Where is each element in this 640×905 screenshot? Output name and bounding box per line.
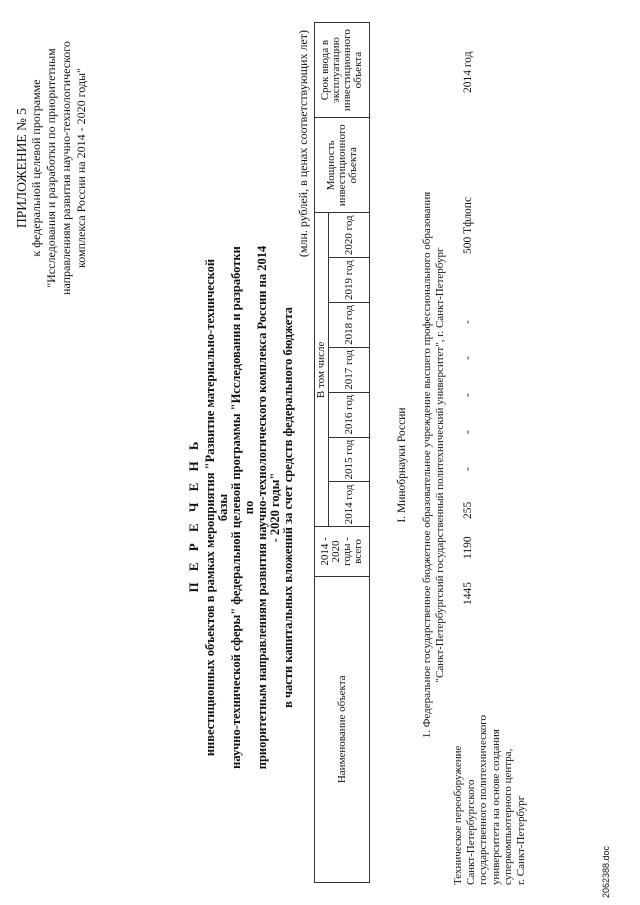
objects-table bbox=[314, 22, 370, 883]
cell-2017: - bbox=[462, 430, 474, 434]
header-year-2016: 2016 год bbox=[329, 392, 370, 437]
appendix-line-2: "Исследования и разработки по приоритетным bbox=[44, 48, 58, 288]
appendix-block bbox=[14, 23, 89, 313]
cell-2015: 255 bbox=[462, 501, 474, 519]
header-total: 2014 - 2020 годы - всего bbox=[315, 527, 370, 576]
appendix-line-3: направлениям развития научно-технологического bbox=[59, 41, 73, 295]
cell-capacity: 500 Тфлопс bbox=[462, 196, 474, 254]
heading-line-3: приоритетным направлениям развития научно-технологического комплекса России на 2014 - 2020 годы" bbox=[255, 245, 282, 770]
section-ministry: I. Минобрнауки России bbox=[396, 407, 408, 523]
federal-institution bbox=[421, 155, 447, 775]
document-title: П Е Р Е Ч Е Н Ь bbox=[186, 437, 201, 593]
appendix-number: ПРИЛОЖЕНИЕ № 5 bbox=[14, 107, 29, 229]
document-heading bbox=[204, 245, 295, 770]
object-name-line-2: Санкт-Петербургского bbox=[464, 779, 477, 885]
header-year-2014: 2014 год bbox=[329, 482, 370, 527]
object-name-line-5: суперкомпьютерного центра, bbox=[502, 748, 514, 885]
cell-total: 1445 bbox=[462, 582, 474, 605]
header-capacity: Мощность инвестиционного объекта bbox=[315, 118, 370, 213]
appendix-line-4: комплекса России на 2014 - 2020 годы" bbox=[74, 68, 88, 268]
object-name-line-4: университета на основе создания bbox=[489, 729, 502, 885]
header-including: В том числе bbox=[315, 213, 329, 527]
cell-2016: - bbox=[462, 467, 474, 471]
heading-line-4: в части капитальных вложений за счет средств федерального бюджета bbox=[281, 307, 295, 708]
object-name-line-3: государственного политехнического bbox=[477, 714, 489, 885]
header-year-2020: 2020 год bbox=[329, 213, 370, 258]
cell-commission: 2014 год bbox=[462, 51, 474, 93]
header-year-2018: 2018 год bbox=[329, 303, 370, 348]
object-name-line-6: г. Санкт-Петербург bbox=[514, 795, 527, 885]
header-year-2015: 2015 год bbox=[329, 437, 370, 482]
units-note: (млн. рублей, в ценах соответствующих лет) bbox=[296, 30, 310, 258]
appendix-line-1: к федеральной целевой программе bbox=[29, 79, 43, 257]
heading-line-1: инвестиционных объектов в рамках мероприятия "Развитие материально-технической базы bbox=[203, 258, 230, 757]
cell-2018: - bbox=[462, 393, 474, 397]
header-commission: Срок ввода в эксплуатацию инвестиционного объекта bbox=[315, 23, 370, 118]
object-name bbox=[452, 665, 527, 885]
document-id: 2062388.doc bbox=[601, 845, 611, 898]
federal-institution-line-1: 1. Федеральное государственное бюджетное образовательное учреждение высшего профессионального образования bbox=[421, 191, 433, 739]
federal-institution-line-2: "Санкт-Петербургский государственный политехнический университет", г. Санкт-Петербург bbox=[434, 247, 446, 683]
object-name-line-1: Техническое переоборужение bbox=[452, 745, 464, 885]
heading-line-2: научно-технической сферы" федеральной целевой программы "Исследования и разработки по bbox=[229, 246, 256, 769]
header-year-2017: 2017 год bbox=[329, 347, 370, 392]
header-year-2019: 2019 год bbox=[329, 258, 370, 303]
header-object-name: Наименование объекта bbox=[315, 576, 370, 882]
cell-2014: 1190 bbox=[462, 536, 474, 559]
cell-2020: - bbox=[462, 320, 474, 324]
cell-2019: - bbox=[462, 356, 474, 360]
